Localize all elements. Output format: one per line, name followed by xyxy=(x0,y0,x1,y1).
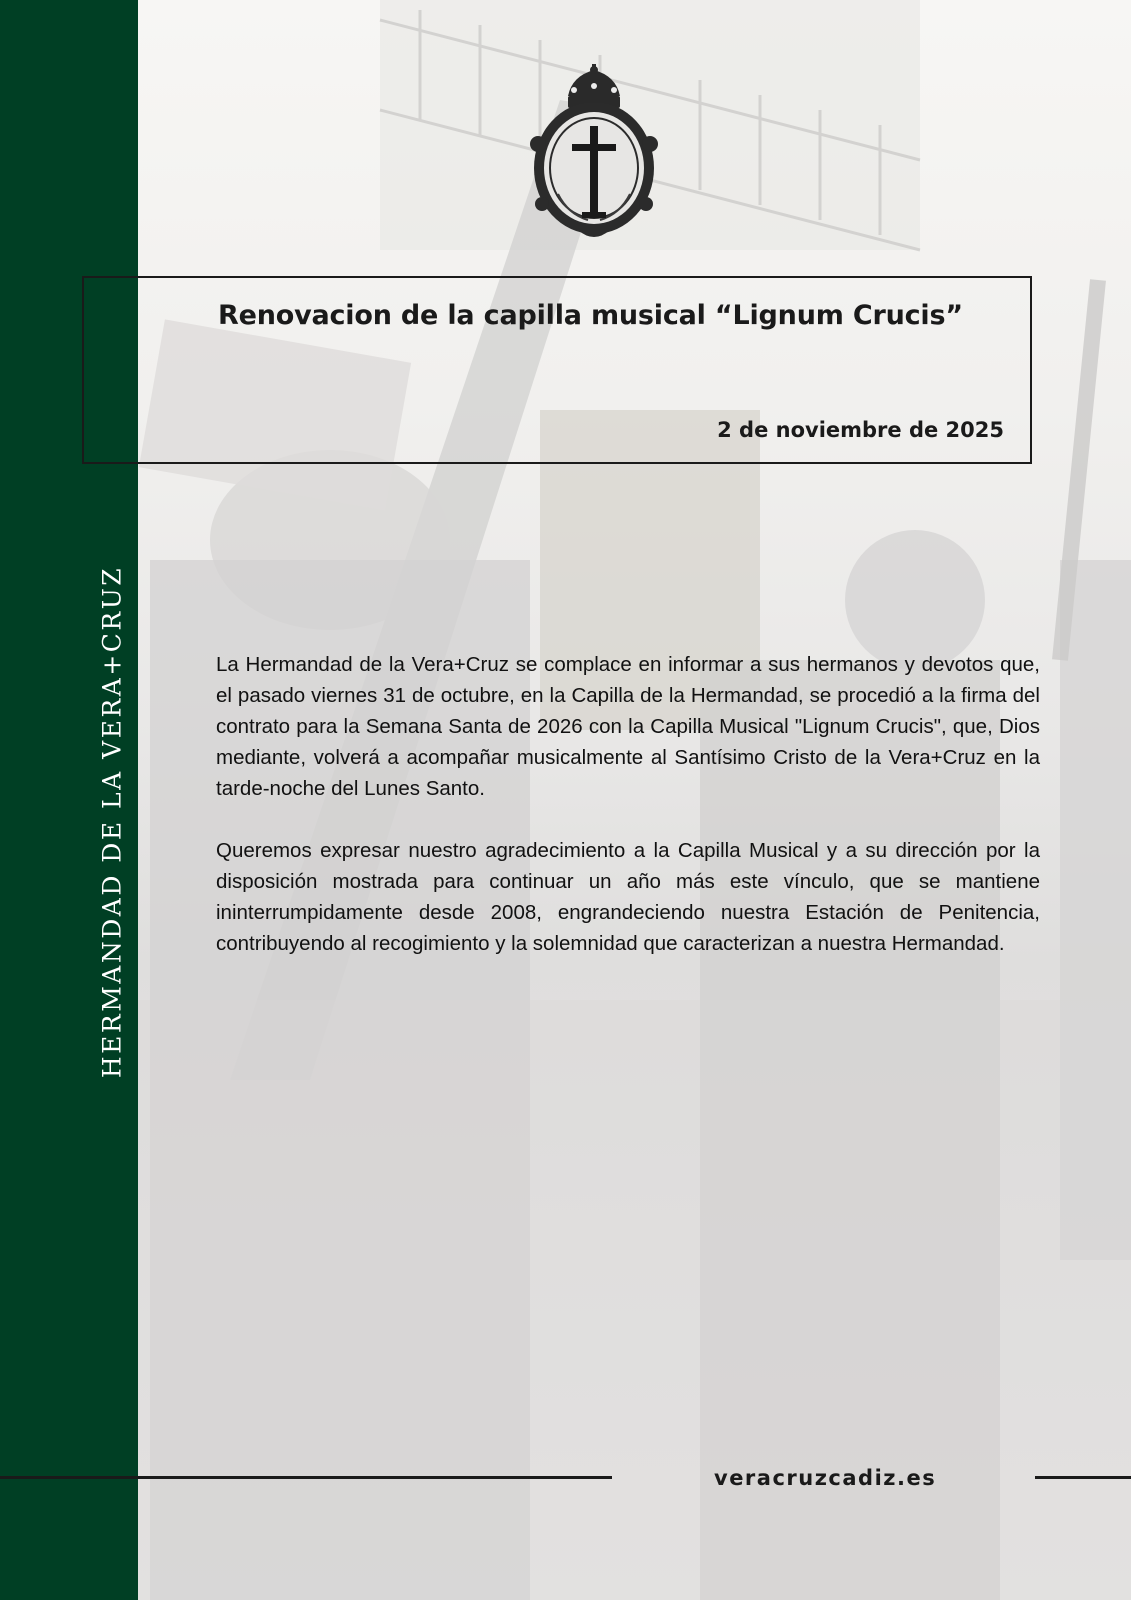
footer-website-link[interactable]: veracruzcadiz.es xyxy=(714,1466,937,1490)
article-body xyxy=(216,649,1040,990)
footer-divider-left xyxy=(0,1476,612,1479)
sidebar-vertical-title: HERMANDAD DE LA VERA+CRUZ xyxy=(97,565,127,1079)
body-paragraph: La Hermandad de la Vera+Cruz se complace en informar a sus hermanos y devotos que, el pasado viernes 31 de octubre, en la Capilla de la Hermandad, se procedió a la firma del contrato para la Semana Santa de 2026 con la Capilla Musical "Lignum Crucis", que, Dios mediante, volverá a acompañar musicalmente al Santísimo Cristo de la Vera+Cruz en la tarde-noche del Lunes Santo. xyxy=(216,653,1040,800)
footer-divider-right xyxy=(1035,1476,1131,1479)
page-title: Renovacion de la capilla musical “Lignum Crucis” xyxy=(218,300,963,331)
green-sidebar xyxy=(0,0,138,1600)
body-paragraph: Queremos expresar nuestro agradecimiento a la Capilla Musical y a su dirección por la disposición mostrada para continuar un año más este vínculo, que se mantiene ininterrumpidamente desde 2008, engrandeciendo nuestra Estación de Penitencia, contribuyendo al recogimiento y la solemnidad que caracterizan a nuestra Hermandad. xyxy=(216,839,1040,955)
cross-crest-icon xyxy=(528,64,660,242)
title-box xyxy=(82,276,1032,464)
publication-date: 2 de noviembre de 2025 xyxy=(717,418,1004,442)
